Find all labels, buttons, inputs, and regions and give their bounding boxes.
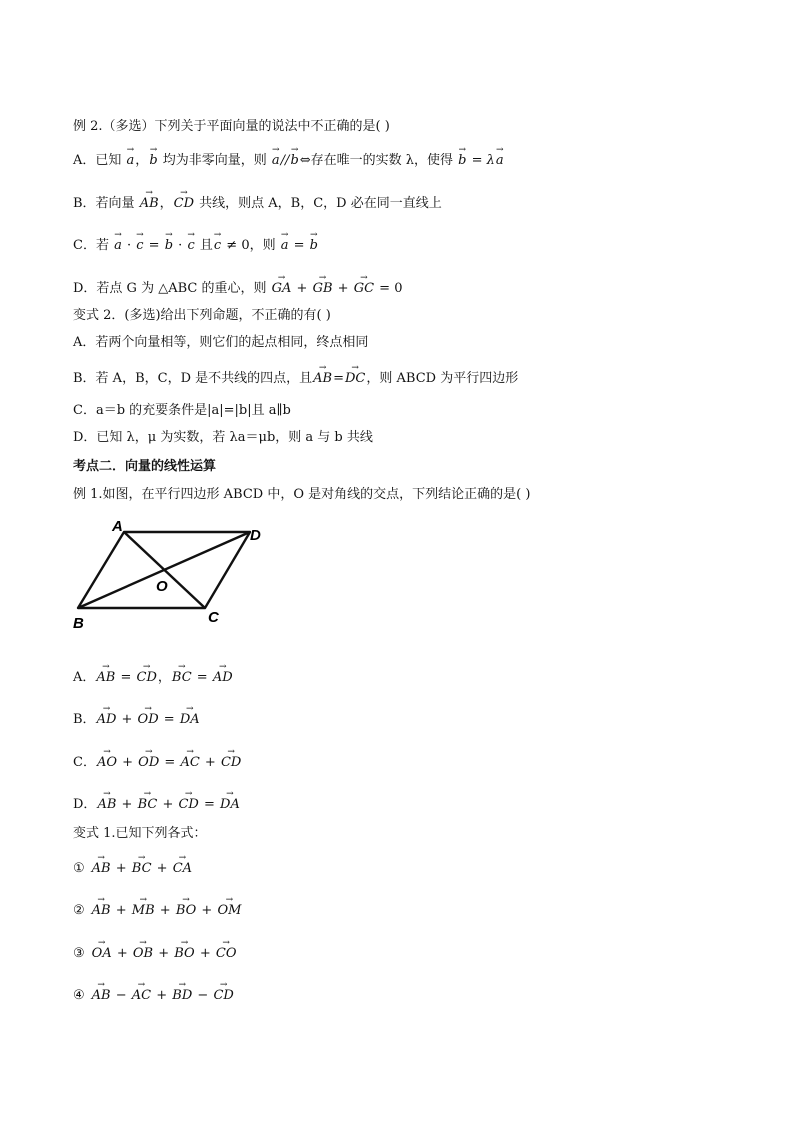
variant-2-option-a: A．若两个向量相等，则它们的起点相同，终点相同 (73, 335, 369, 350)
variant-1-item-1: ①→ AB + → BC + → CA (73, 861, 193, 877)
variant-1-item-3: ③→ OA + → OB + → BO + → CO (73, 946, 238, 962)
example-1-option-d: D．→ AB + → BC + → CD = → DA (73, 797, 241, 813)
figure-label-a: A (112, 518, 123, 535)
parallelogram-figure (70, 516, 280, 632)
figure-label-d: D (250, 527, 261, 544)
variant-1-item-4: ④→ AB − → AC + → BD − → CD (73, 988, 235, 1004)
variant-2-stem: 变式 2．(多选)给出下列命题，不正确的有( ) (73, 308, 331, 323)
variant-2-option-b: B．若 A，B，C，D 是不共线的四点，且→ AB=→ DC，则 ABCD 为平行四边形 (73, 371, 518, 387)
example-1-option-c: C．→ AO + → OD = → AC + → CD (73, 755, 242, 771)
section-heading: 考点二．向量的线性运算 (73, 459, 217, 474)
figure-label-c: C (208, 609, 219, 626)
example-1-option-a: A．→ AB = → CD，→ BC = → AD (73, 670, 234, 686)
example-2-option-b: B．若向量 → AB，→ CD 共线，则点 A，B，C，D 必在同一直线上 (73, 196, 442, 212)
variant-2-option-c: C．a＝b 的充要条件是|a|=|b|且 a∥b (73, 403, 291, 418)
example-2-stem: 例 2.（多选）下列关于平面向量的说法中不正确的是( ) (73, 119, 390, 134)
variant-1-stem: 变式 1.已知下列各式： (73, 826, 207, 841)
variant-1-item-2: ②→ AB + → MB + → BO + → OM (73, 903, 242, 919)
example-2-option-d: D．若点 G 为 △ABC 的重心，则 → GA + → GB + → GC = 0 (73, 281, 402, 297)
figure-label-o: O (156, 578, 168, 595)
diagonal-bd (78, 532, 250, 608)
example-1-stem: 例 1.如图，在平行四边形 ABCD 中，O 是对角线的交点，下列结论正确的是( ) (73, 487, 531, 502)
example-2-option-a: A．已知 → a，→ b 均为非零向量，则 → a//→ b⇔存在唯一的实数 λ，使得 → b = λ→ a (73, 153, 505, 169)
example-1-option-b: B．→ AD + → OD = → DA (73, 712, 201, 728)
figure-label-b: B (73, 615, 84, 632)
example-2-option-c: C．若 → a · → c = → b · → c 且→ c ≠ 0，则 → a = → b (73, 238, 319, 254)
variant-2-option-d: D．已知 λ，μ 为实数，若 λa＝μb，则 a 与 b 共线 (73, 430, 373, 445)
